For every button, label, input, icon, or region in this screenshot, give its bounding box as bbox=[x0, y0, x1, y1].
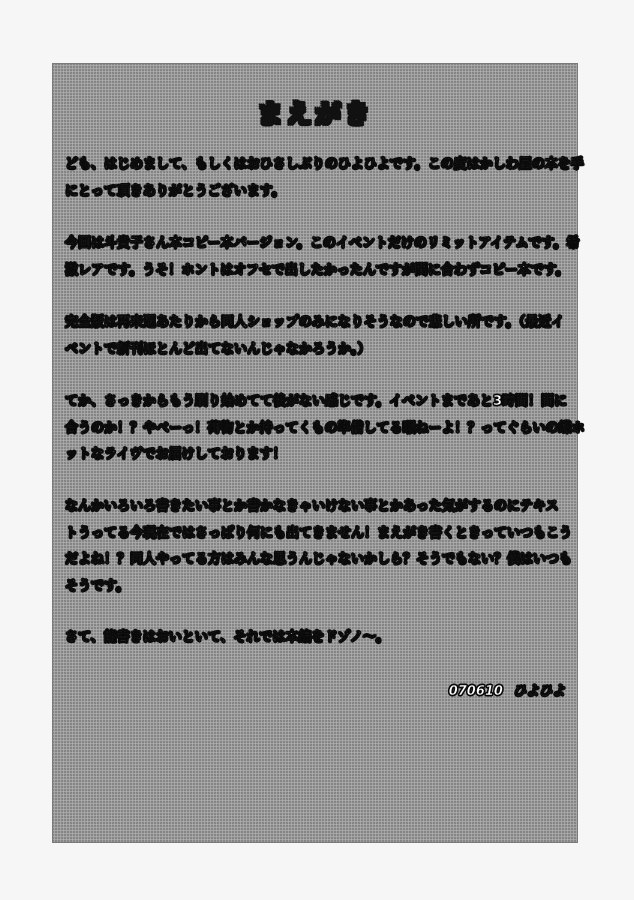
preface-panel bbox=[52, 63, 585, 843]
text-line: 合うのか！？やべーっ！荷物とか持ってくもの準備してる暇ねーよ！？ってぐらいの蝶ホ bbox=[65, 420, 585, 436]
text-line: てか、さっきからもう刷り始めてて後がない感じです。イベントまであと3時間！間に bbox=[65, 394, 568, 409]
paragraph-about-book bbox=[65, 231, 580, 284]
text-line: にとって頂きありがとうございます。 bbox=[65, 183, 285, 199]
text-line: なんかいろいろ書きたい事とか書かなきゃいけない事とかあった気がするのにテキス bbox=[65, 499, 559, 514]
text-line: ベントで新刊ほとんど出てないんじゃなかろうか。） bbox=[65, 341, 371, 357]
paragraph-thoughts bbox=[65, 494, 573, 600]
page-title: まえがき bbox=[256, 100, 373, 130]
signature-date: 070610 bbox=[448, 684, 503, 699]
signature bbox=[449, 679, 565, 705]
paragraph-full-version bbox=[65, 310, 567, 363]
text-line: さて、能書きはおいといて、それでは本編をドゾノ～。 bbox=[65, 630, 389, 645]
text-line: ットなライヴでお届けしております！ bbox=[65, 447, 286, 462]
paragraph-deadline bbox=[65, 389, 585, 469]
text-line: だよね！？同人やってる方はみんな思うんじゃないかしら？そうでもない？僕はいつも bbox=[65, 552, 573, 567]
text-line: ども、はじめまして、もしくはおひさしぶりのひよひよです。この度はかしわ屋の本を手 bbox=[65, 157, 584, 172]
text-line: 完全版は再来週あたりから同人ショップのみになりそうなので悲しい所です。（最近イ bbox=[65, 315, 565, 330]
text-line: トうってる今現在ではさっぱり何にも出てきません！まえがき書くときっていつもこう bbox=[65, 525, 573, 541]
paragraph-greeting bbox=[65, 152, 584, 205]
text-line: 激レアです。うそ！ホントはオフセで出したかったんですが間に合わずコピー本です。 bbox=[65, 262, 569, 278]
paragraph-closing bbox=[65, 625, 567, 652]
signature-name: ひよひよ bbox=[512, 684, 565, 699]
text-line: 今回は斗貴子さん本コピー本バージョン。このイベントだけのリミットアイテムです。希 bbox=[65, 236, 580, 251]
text-line: そうです。 bbox=[65, 578, 129, 594]
